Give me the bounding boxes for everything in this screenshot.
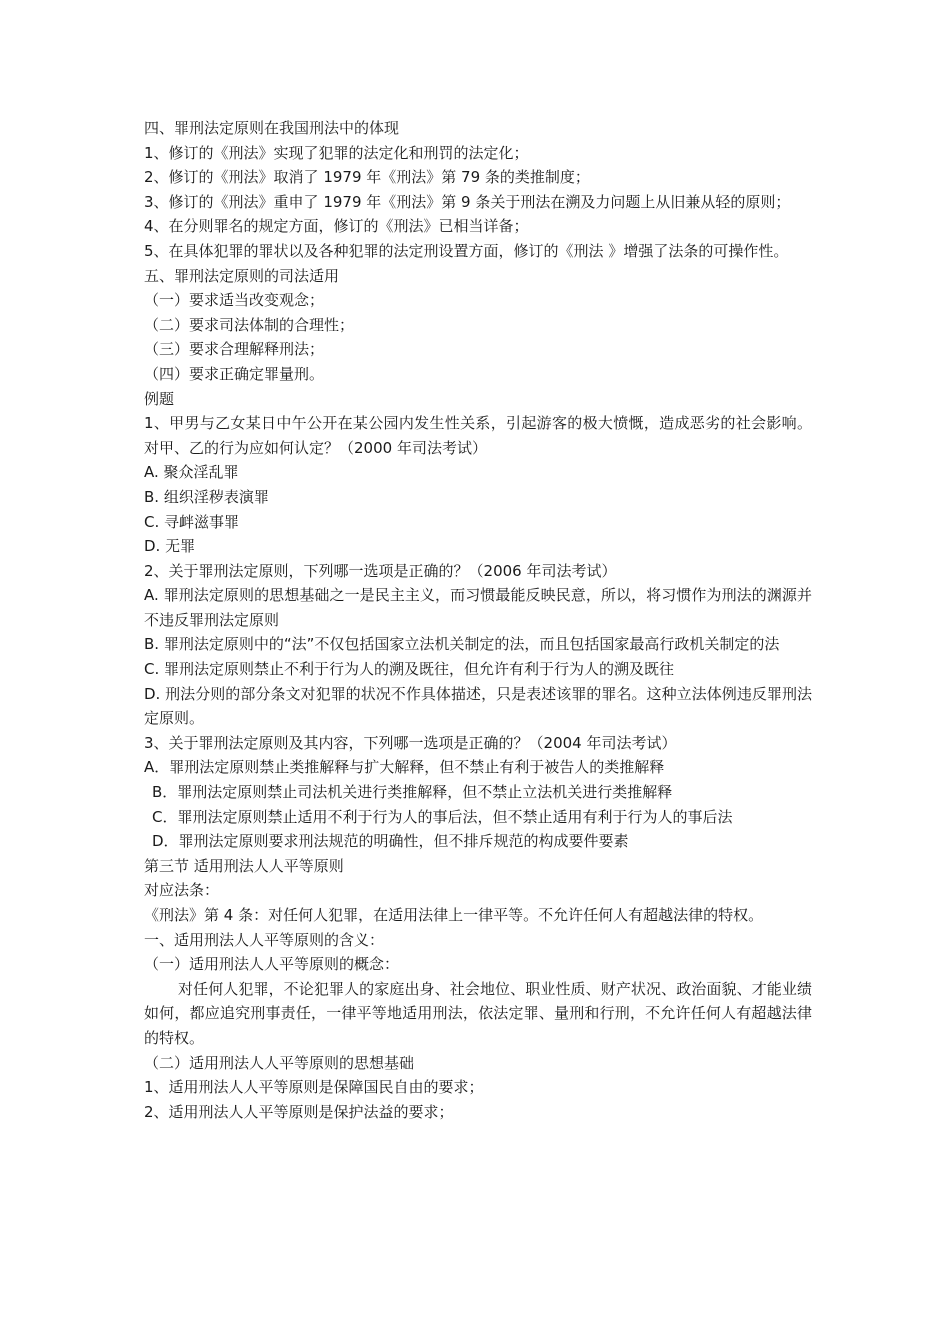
text-line: 4、在分则罪名的规定方面，修订的《刑法》已相当详备；: [144, 217, 529, 236]
text-line: D. 刑法分则的部分条文对犯罪的状况不作具体描述，只是表述该罪的罪名。这种立法体例违反罪刑法定原则。: [144, 684, 812, 728]
text-line: 2、关于罪刑法定原则，下列哪一选项是正确的？（2006 年司法考试）: [144, 561, 617, 580]
text-line: 1、甲男与乙女某日中午公开在某公园内发生性关系，引起游客的极大愤慨，造成恶劣的社会影响。对甲、乙的行为应如何认定？（2000 年司法考试）: [144, 414, 812, 457]
text-line: 3、修订的《刑法》重申了 1979 年《刑法》第 9 条关于刑法在溯及力问题上从旧兼从轻的原则；: [144, 192, 791, 211]
text-line: （二）适用刑法人人平等原则的思想基础: [144, 1053, 415, 1072]
text-line: 2、适用刑法人人平等原则是保护法益的要求；: [144, 1102, 454, 1121]
text-line: D．罪刑法定原则要求刑法规范的明确性，但不排斥规范的构成要件要素: [152, 832, 629, 851]
text-line: （四）要求正确定罪量刑。: [144, 364, 325, 383]
text-line: （一）适用刑法人人平等原则的概念：: [144, 955, 400, 974]
text-line: 第三节 适用刑法人人平等原则: [144, 856, 344, 875]
text-line: 2、修订的《刑法》取消了 1979 年《刑法》第 79 条的类推制度；: [144, 168, 590, 187]
text-line: D. 无罪: [144, 537, 196, 556]
text-line: 五、罪刑法定原则的司法适用: [144, 266, 340, 285]
text-line: 四、罪刑法定原则在我国刑法中的体现: [144, 119, 400, 137]
text-line: （二）要求司法体制的合理性；: [144, 315, 355, 334]
text-line: 1、适用刑法人人平等原则是保障国民自由的要求；: [144, 1078, 484, 1097]
text-line: B．罪刑法定原则禁止司法机关进行类推解释，但不禁止立法机关进行类推解释: [152, 783, 673, 802]
text-line: C. 寻衅滋事罪: [144, 512, 240, 531]
text-line: 对任何人犯罪，不论犯罪人的家庭出身、社会地位、职业性质、财产状况、政治面貌、才能业绩如何，都应追究刑事责任，一律平等地适用刑法，依法定罪、量刑和行刑，不允许任何人有超越法律的特权。: [144, 979, 812, 1047]
text-line: B. 罪刑法定原则中的“法”不仅包括国家立法机关制定的法，而且包括国家最高行政机关制定的法: [144, 635, 780, 654]
text-line: （一）要求适当改变观念；: [144, 291, 325, 310]
text-line: 1、修订的《刑法》实现了犯罪的法定化和刑罚的法定化；: [144, 143, 529, 162]
text-line: A．罪刑法定原则禁止类推解释与扩大解释，但不禁止有利于被告人的类推解释: [144, 758, 665, 777]
text-line: （三）要求合理解释刑法；: [144, 340, 325, 359]
text-line: 对应法条：: [144, 881, 220, 900]
text-line: A. 聚众淫乱罪: [144, 463, 239, 482]
text-line: B. 组织淫秽表演罪: [144, 487, 269, 506]
document-body: [144, 116, 812, 1124]
text-line: A. 罪刑法定原则的思想基础之一是民主主义，而习惯最能反映民意，所以，将习惯作为刑法的渊源并不违反罪刑法定原则: [144, 586, 812, 629]
text-line: C．罪刑法定原则禁止适用不利于行为人的事后法，但不禁止适用有利于行为人的事后法: [152, 807, 733, 826]
text-line: 一、适用刑法人人平等原则的含义：: [144, 930, 385, 949]
text-line: C. 罪刑法定原则禁止不利于行为人的溯及既往，但允许有利于行为人的溯及既往: [144, 660, 675, 679]
text-line: 3、关于罪刑法定原则及其内容，下列哪一选项是正确的？（2004 年司法考试）: [144, 733, 677, 752]
text-line: 5、在具体犯罪的罪状以及各种犯罪的法定刑设置方面，修订的《刑法 》增强了法条的可操作性。: [144, 241, 789, 260]
text-line: 例题: [144, 389, 175, 408]
text-line: 《刑法》第 4 条：对任何人犯罪，在适用法律上一律平等。不允许任何人有超越法律的特权。: [144, 906, 764, 924]
